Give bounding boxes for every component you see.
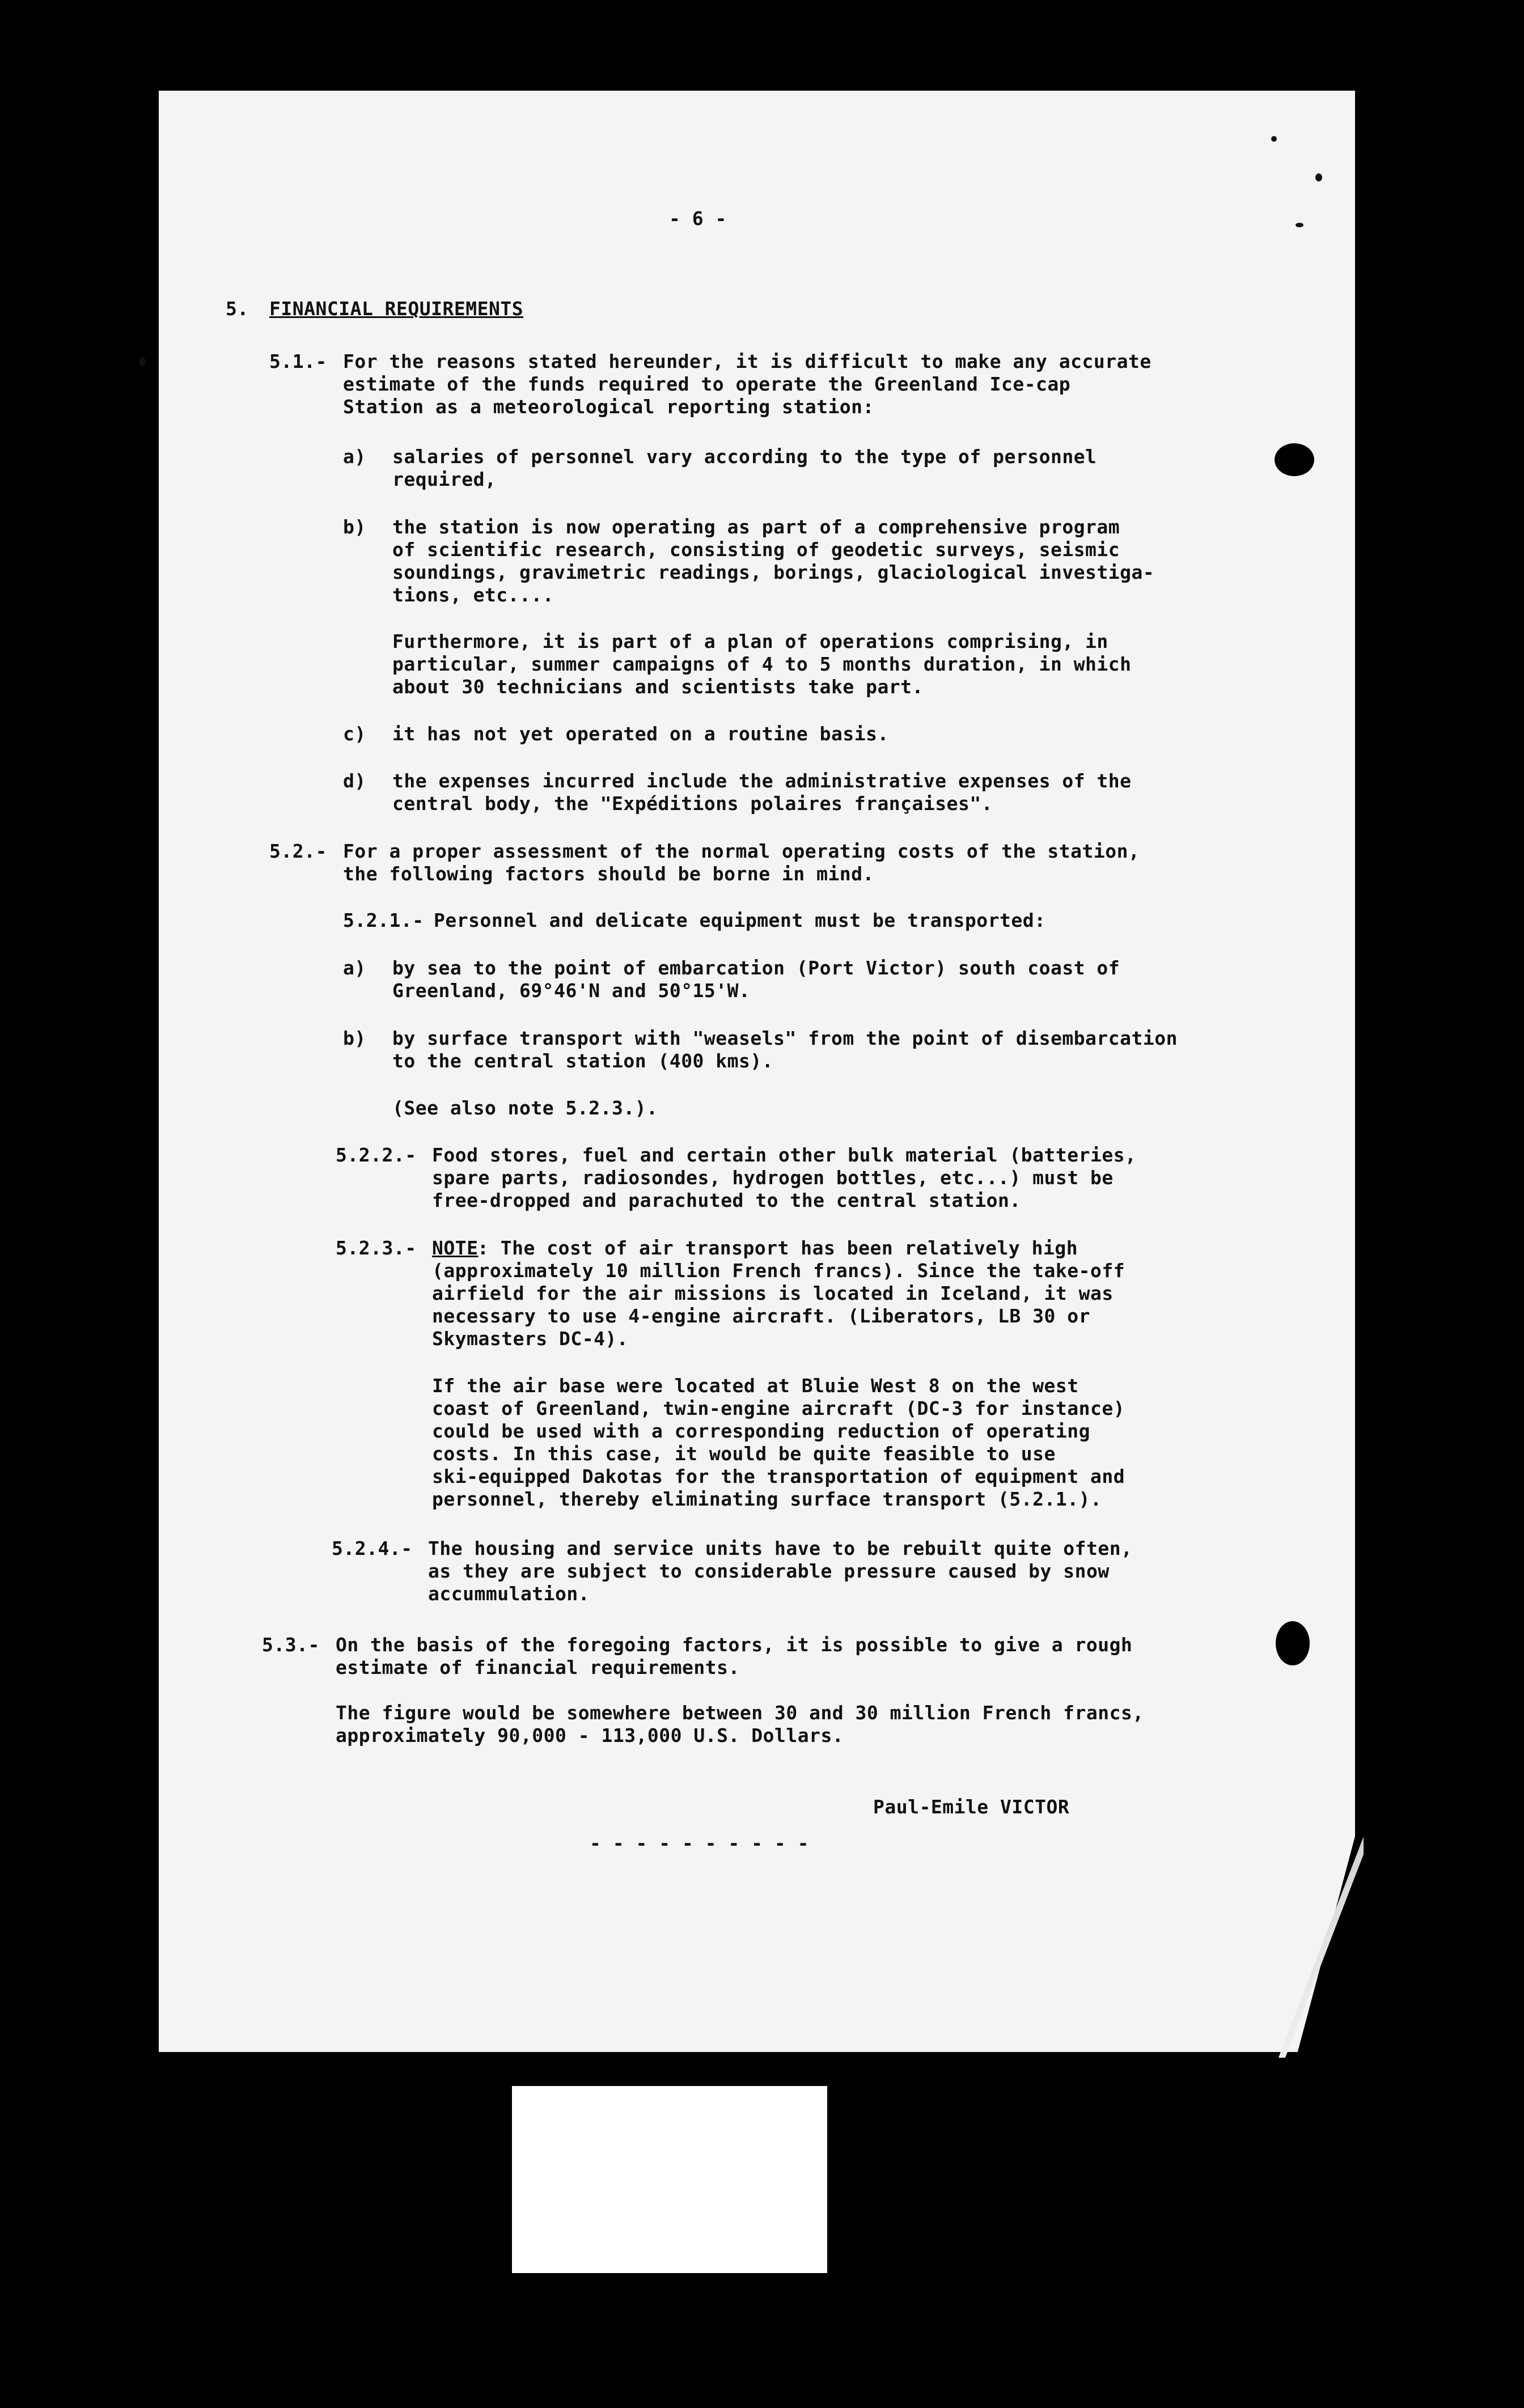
- item-text-line: the expenses incurred include the administrative expenses of the: [392, 770, 1132, 792]
- paragraph-line: If the air base were located at Bluie West 8 on the west: [432, 1375, 1079, 1397]
- page-number: - 6 -: [669, 207, 727, 230]
- note-label: NOTE: [432, 1237, 479, 1259]
- paragraph-line: personnel, thereby eliminating surface transport (5.2.1.).: [432, 1488, 1102, 1510]
- figure-line: approximately 90,000 - 113,000 U.S. Dollars.: [336, 1724, 844, 1746]
- section-number: 5.: [226, 298, 249, 320]
- punch-hole: [1275, 443, 1314, 476]
- item-text-line: to the central station (400 kms).: [392, 1050, 774, 1072]
- paragraph-line: particular, summer campaigns of 4 to 5 months duration, in which: [392, 653, 1132, 675]
- section-title: FINANCIAL REQUIREMENTS: [269, 298, 524, 320]
- item-text-line: Greenland, 69°46'N and 50°15'W.: [392, 980, 751, 1002]
- subclause-number: 5.2.1.-: [343, 909, 424, 931]
- blank-label-card: [512, 2086, 827, 2273]
- item-text-line: soundings, gravimetric readings, borings, glaciological investiga-: [392, 561, 1155, 583]
- clause-text-line: the following factors should be borne in mind.: [343, 863, 874, 885]
- item-label: b): [343, 516, 366, 538]
- signature: Paul-Emile VICTOR: [873, 1796, 1070, 1818]
- ink-speck: [1271, 136, 1277, 142]
- clause-text-line: estimate of financial requirements.: [336, 1656, 740, 1678]
- note-text: : The cost of air transport has been relatively high: [477, 1237, 1078, 1259]
- item-label: d): [343, 770, 366, 792]
- subclause-text-line: accummulation.: [428, 1583, 590, 1605]
- ink-speck: [1315, 173, 1322, 181]
- item-text-line: central body, the "Expéditions polaires françaises".: [392, 792, 993, 815]
- clause-text-line: estimate of the funds required to operate the Greenland Ice-cap: [343, 373, 1071, 395]
- paragraph-line: ski-equipped Dakotas for the transportation of equipment and: [432, 1465, 1125, 1487]
- clause-text-line: On the basis of the foregoing factors, it is possible to give a rough: [336, 1634, 1133, 1656]
- paragraph-line: about 30 technicians and scientists take part.: [392, 676, 924, 698]
- paragraph-line: Furthermore, it is part of a plan of operations comprising, in: [392, 630, 1108, 652]
- item-label: c): [343, 723, 366, 745]
- item-text-line: of scientific research, consisting of geodetic surveys, seismic: [392, 539, 1120, 561]
- item-text-line: by surface transport with "weasels" from the point of disembarcation: [392, 1027, 1178, 1049]
- paragraph-line: coast of Greenland, twin-engine aircraft (DC-3 for instance): [432, 1397, 1125, 1419]
- see-also-note: (See also note 5.2.3.).: [392, 1097, 658, 1119]
- subclause-text-line: The housing and service units have to be rebuilt quite often,: [428, 1537, 1133, 1559]
- paragraph-line: could be used with a corresponding reduction of operating: [432, 1420, 1090, 1442]
- subclause-number: 5.2.2.-: [336, 1144, 417, 1166]
- subclause-number: 5.2.4.-: [332, 1537, 413, 1559]
- item-text-line: it has not yet operated on a routine basis.: [392, 723, 889, 745]
- clause-text-line: For a proper assessment of the normal operating costs of the station,: [343, 840, 1140, 862]
- item-label: b): [343, 1027, 366, 1049]
- note-text-line: (approximately 10 million French francs). Since the take-off: [432, 1260, 1125, 1282]
- figure-line: The figure would be somewhere between 30 and 30 million French francs,: [336, 1702, 1144, 1724]
- item-label: a): [343, 446, 366, 468]
- ink-speck: [1296, 223, 1303, 227]
- subclause-text-line: spare parts, radiosondes, hydrogen bottles, etc...) must be: [432, 1167, 1114, 1189]
- clause-text-line: Station as a meteorological reporting station:: [343, 396, 874, 418]
- clause-number: 5.2.-: [269, 840, 327, 862]
- clause-number: 5.3.-: [262, 1634, 320, 1656]
- note-text-line: necessary to use 4-engine aircraft. (Liberators, LB 30 or: [432, 1305, 1090, 1327]
- end-rule: - - - - - - - - - -: [590, 1832, 809, 1854]
- paragraph-line: costs. In this case, it would be quite feasible to use: [432, 1443, 1056, 1465]
- subclause-number: 5.2.3.-: [336, 1237, 417, 1259]
- ink-speck: [139, 357, 146, 366]
- item-label: a): [343, 957, 366, 979]
- clause-number: 5.1.-: [269, 350, 327, 372]
- item-text-line: tions, etc....: [392, 584, 554, 606]
- note-text-line: Skymasters DC-4).: [432, 1328, 629, 1350]
- subclause-text-line: free-dropped and parachuted to the central station.: [432, 1189, 1021, 1211]
- item-text-line: salaries of personnel vary according to the type of personnel: [392, 446, 1097, 468]
- subclause-text-line: as they are subject to considerable pressure caused by snow: [428, 1560, 1110, 1582]
- item-text-line: by sea to the point of embarcation (Port Victor) south coast of: [392, 957, 1120, 979]
- item-text-line: the station is now operating as part of a comprehensive program: [392, 516, 1120, 538]
- item-text-line: required,: [392, 468, 497, 490]
- note-text-line: airfield for the air missions is located in Iceland, it was: [432, 1282, 1114, 1304]
- subclause-text: Personnel and delicate equipment must be transported:: [434, 909, 1046, 931]
- subclause-text-line: Food stores, fuel and certain other bulk material (batteries,: [432, 1144, 1137, 1166]
- clause-text-line: For the reasons stated hereunder, it is difficult to make any accurate: [343, 350, 1152, 372]
- punch-hole: [1276, 1621, 1310, 1665]
